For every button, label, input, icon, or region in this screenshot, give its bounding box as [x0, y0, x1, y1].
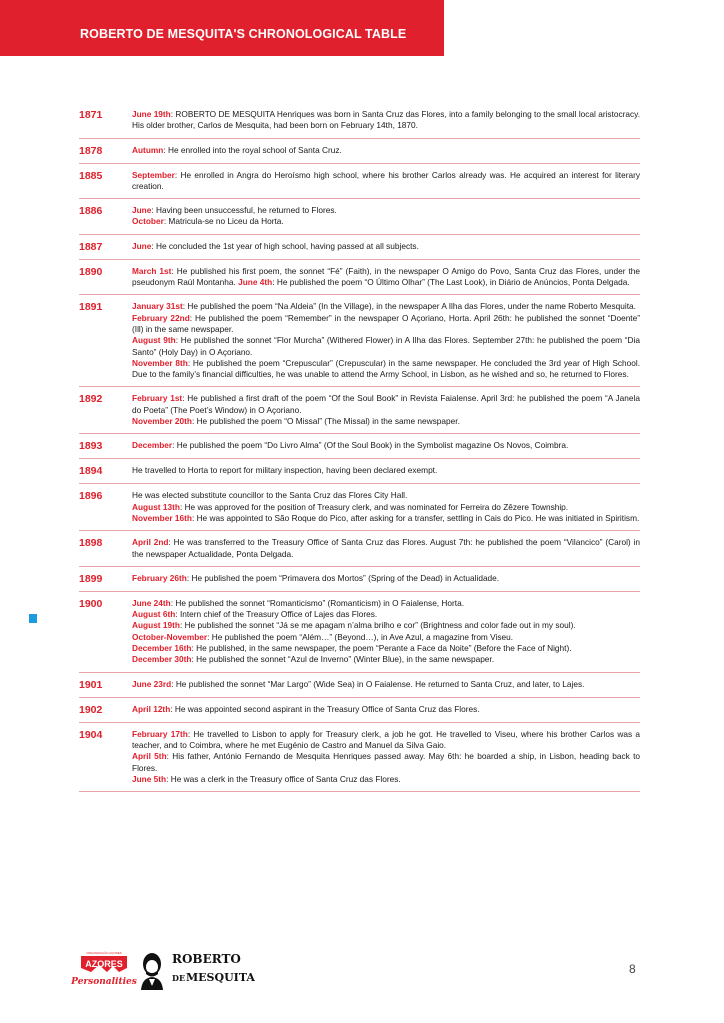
entry-date: November 8th	[132, 357, 188, 368]
chronology-entry	[79, 199, 640, 235]
entry-text	[132, 679, 640, 691]
entry-date: June 19th	[132, 109, 171, 119]
entry-date: June 24th	[132, 597, 171, 608]
entry-text	[132, 145, 640, 157]
entry-paragraph	[132, 416, 640, 427]
entry-description: : He enrolled into the royal school of Santa Cruz.	[163, 144, 342, 155]
entry-date: June 23rd	[132, 678, 172, 689]
entry-date: February 26th	[132, 572, 187, 583]
entry-paragraph	[132, 502, 640, 513]
entry-description: : He published the sonnet “Azul de Inverno” (Winter Blue), in the same newspaper.	[191, 654, 495, 665]
entry-paragraph	[132, 643, 640, 654]
azores-top-label: ORGANIZAÇÃO AÇORES	[86, 951, 122, 955]
entry-paragraph	[132, 301, 640, 312]
entry-description: : He was a clerk in the Treasury office of Santa Cruz das Flores.	[166, 773, 401, 784]
entry-date: February 1st	[132, 393, 183, 404]
entry-description: : ROBERTO DE MESQUITA Henriques was born in Santa Cruz das Flores, into a family belonging to the small local aristocracy. His older brother, Carlos de Mesquita, had been born on February 14th, 1870.	[132, 109, 641, 131]
entry-paragraph	[132, 335, 640, 358]
portrait-icon	[141, 953, 163, 990]
entry-description: : He published the sonnet “Romanticismo” (Romanticism) in O Faialense, Horta.	[170, 597, 465, 608]
entry-date: August 13th	[132, 501, 180, 512]
chronology-entry	[79, 459, 640, 484]
entry-paragraph	[132, 704, 640, 715]
logo-line2-de: DE	[172, 973, 186, 983]
entry-description: : He enrolled in Angra do Heroísmo high school, where his brother Carlos already was. He acquired an interest for literary creation.	[132, 169, 640, 191]
entry-description: : His father, António Fernando de Mesquita Henriques passed away. May 6th: he boarded a ship, in Lisbon, heading back to Flores.	[132, 751, 640, 773]
entry-date: June	[132, 205, 152, 216]
personalities-script: Personalities	[71, 977, 137, 987]
entry-year: 1899	[79, 572, 103, 585]
entry-date: September	[132, 169, 175, 180]
entry-paragraph	[132, 654, 640, 665]
entry-text	[132, 537, 640, 560]
entry-paragraph	[132, 145, 640, 156]
entry-date: December 30th	[132, 654, 192, 665]
entry-description: He was elected substitute councillor to the Santa Cruz das Flores City Hall.	[132, 490, 408, 501]
entry-description: : He published, in the same newspaper, the poem “Perante a Face da Noite” (Before the Face of Night).	[191, 643, 572, 654]
entry-year: 1886	[79, 205, 103, 218]
chronology-entry	[79, 260, 640, 296]
entry-date: April 2nd	[132, 537, 169, 548]
entry-description: : He published a first draft of the poem “Of the Soul Book” in Revista Faialense. April 3rd: he published the poem “A Janela do Poeta” (The Poet’s Window) in O Açoriano.	[132, 393, 640, 415]
roberto-de-mesquita-logo	[138, 946, 268, 992]
entry-paragraph	[132, 241, 640, 252]
entry-date: November 20th	[132, 416, 192, 427]
entry-description: : Having been unsuccessful, he returned to Flores.	[151, 205, 337, 216]
page-title: ROBERTO DE MESQUITA'S CHRONOLOGICAL TABLE	[80, 27, 407, 41]
entry-date: February 17th	[132, 728, 188, 739]
entry-year: 1887	[79, 240, 103, 253]
entry-year: 1871	[79, 109, 103, 121]
chronology-entry	[79, 387, 640, 434]
chronology-entry	[79, 484, 640, 531]
entry-paragraph	[132, 358, 640, 381]
logo-line1: ROBERTO	[172, 952, 241, 966]
entry-description: : He concluded the 1st year of high school, having passed at all subjects.	[151, 240, 419, 251]
chronology-entry	[79, 103, 640, 139]
entry-paragraph	[132, 440, 640, 451]
logo-line2-mesquita: MESQUITA	[186, 971, 255, 984]
entry-date: December 16th	[132, 643, 192, 654]
entry-date: August 19th	[132, 620, 180, 631]
entry-paragraph	[132, 266, 640, 289]
entry-description: He travelled to Horta to report for military inspection, having been declared exempt.	[132, 465, 438, 476]
entry-year: 1885	[79, 169, 103, 182]
chronology-entry	[79, 698, 640, 723]
entry-description: : He was approved for the position of Treasury clerk, and was nominated for Ferreira do Zêzere Township.	[179, 501, 569, 512]
chronology-entry	[79, 164, 640, 200]
entry-text	[132, 573, 640, 585]
entry-description: : He published the poem “Crepuscular” (Crepuscular) in the same newspaper. He concluded the 3rd year of High School. Due to the family’s financial difficulties, he was unable to attend the Army School, in Lisbon, as he wished and so, he returned to Flores.	[132, 357, 640, 380]
entry-date: February 22nd	[132, 312, 190, 323]
entry-description: : He published the poem “O Último Olhar” (The Last Look), in Diário de Anúncios, Ponta Delgada.	[272, 277, 630, 288]
entry-year: 1896	[79, 490, 103, 503]
entry-year: 1904	[79, 728, 103, 741]
entry-paragraph	[132, 751, 640, 774]
entry-date: August 9th	[132, 335, 176, 346]
entry-paragraph	[132, 465, 640, 476]
chronology-entry	[79, 723, 640, 792]
entry-date: October	[132, 216, 164, 227]
entry-year: 1890	[79, 265, 103, 278]
page-number: 8	[629, 962, 636, 976]
entry-date: August 6th	[132, 609, 176, 620]
chronology-entry	[79, 295, 640, 387]
chronology-entry	[79, 567, 640, 592]
chronology-entry	[79, 235, 640, 260]
entry-text	[132, 241, 640, 253]
entry-date: January 31st	[132, 301, 183, 312]
entry-text	[132, 109, 640, 132]
entry-date: Autumn	[132, 144, 164, 155]
entry-date: June 5th	[132, 773, 167, 784]
azores-word: AZORES	[85, 959, 123, 969]
entry-paragraph	[132, 513, 640, 524]
entry-description: : He published the poem “Do Livro Alma” (Of the Soul Book) in the Symbolist magazine Os Novos, Coimbra.	[172, 440, 569, 451]
entry-date: June	[132, 240, 152, 251]
entry-text	[132, 490, 640, 524]
chronology-entry	[79, 434, 640, 459]
entry-paragraph	[132, 490, 640, 501]
azores-personalities-logo	[71, 948, 137, 992]
entry-paragraph	[132, 205, 640, 216]
entry-year: 1893	[79, 440, 103, 453]
entry-year: 1898	[79, 537, 103, 550]
chronology-entry	[79, 592, 640, 673]
entry-paragraph	[132, 537, 640, 560]
entry-paragraph	[132, 729, 640, 752]
entry-paragraph	[132, 679, 640, 690]
entry-text	[132, 440, 640, 452]
entry-description: : He published the poem “Remember” in the newspaper O Açoriano, Horta. April 26th: he published the sonnet “Doente” (Ill) in the same newspaper.	[132, 312, 640, 334]
entry-year: 1891	[79, 301, 103, 314]
entry-text	[132, 729, 640, 785]
entry-date: April 5th	[132, 751, 167, 762]
entry-description: : He published the sonnet “Flor Murcha” (Withered Flower) in A Ilha das Flores. September 27th: he published the poem “Dia Santo” (Holy Day) in O Açoriano.	[132, 335, 640, 357]
entry-text	[132, 170, 640, 193]
entry-text	[132, 205, 640, 228]
entry-paragraph	[132, 609, 640, 620]
entry-year: 1900	[79, 597, 103, 610]
entry-year: 1902	[79, 703, 103, 716]
entry-description: : He was appointed second aspirant in the Treasury Office of Santa Cruz das Flores.	[170, 703, 480, 714]
entry-description: : He was transferred to the Treasury Office of Santa Cruz das Flores. August 7th: he published the poem “Vilancico” (Carol) in the newspaper Actualidade, Ponta Delgada.	[132, 537, 640, 559]
chronology-entry	[79, 531, 640, 567]
entry-description: : He published the poem “Na Aldeia” (In the Village), in the newspaper A Ilha das Flores, under the name Roberto Mesquita.	[182, 301, 636, 312]
entry-text	[132, 465, 640, 477]
entry-description: : He published his first poem, the sonnet “Fé” (Faith), in the newspaper O Amigo do Povo, Santa Cruz das Flores, under the pseudonym Raúl Montanha.	[132, 265, 640, 288]
entry-year: 1894	[79, 465, 103, 478]
entry-paragraph	[132, 313, 640, 336]
entry-description: : Intern chief of the Treasury Office of Lajes das Flores.	[175, 609, 378, 620]
entry-date: March 1st	[132, 265, 172, 276]
entry-paragraph	[132, 109, 640, 132]
entry-paragraph	[132, 620, 640, 631]
entry-description: : He published the sonnet “Mar Largo” (Wide Sea) in O Faialense. He returned to Santa Cruz, and later, to Lajes.	[171, 678, 585, 689]
entry-year: 1892	[79, 393, 103, 406]
side-marker	[29, 614, 37, 623]
entry-paragraph	[132, 774, 640, 785]
entry-description: : He travelled to Lisbon to apply for Treasury clerk, a job he got. He travelled to Viseu, where his brother Carlos was a teacher, and to Coimbra, where he met Eugénio de Castro and Manuel da Silva Gaio.	[132, 728, 640, 750]
entry-text	[132, 266, 640, 289]
entry-text	[132, 704, 640, 716]
entry-date: November 16th	[132, 512, 192, 523]
entry-date: June 4th	[238, 277, 273, 288]
entry-text	[132, 301, 640, 380]
entry-description: : He published the poem “Além…” (Beyond…), in Ave Azul, a magazine from Viseu.	[207, 631, 514, 642]
entry-description: : He published the poem “O Missal” (The Missal) in the same newspaper.	[191, 416, 460, 427]
entry-date: October-November	[132, 631, 208, 642]
entry-date: December	[132, 440, 173, 451]
entry-paragraph	[132, 170, 640, 193]
entry-paragraph	[132, 216, 640, 227]
entry-paragraph	[132, 598, 640, 609]
entry-text	[132, 393, 640, 427]
entry-text	[132, 598, 640, 666]
entry-date: April 12th	[132, 703, 171, 714]
entry-year: 1901	[79, 678, 103, 691]
entry-description: : Matricula-se no Liceu da Horta.	[163, 216, 284, 227]
entry-description: : He published the poem “Primavera dos Mortos” (Spring of the Dead) in Actualidade.	[186, 572, 500, 583]
chronology-entry	[79, 673, 640, 698]
chronology-entry	[79, 139, 640, 164]
entry-paragraph	[132, 573, 640, 584]
entry-paragraph	[132, 393, 640, 416]
entry-description: : He was appointed to São Roque do Pico, after asking for a transfer, settling in Cais do Pico. He was initiated in Spiritism.	[191, 512, 640, 523]
entry-paragraph	[132, 632, 640, 643]
entry-description: : He published the sonnet “Já se me apagam n’alma brilho e cor” (Brightness and color fade out in my soul).	[179, 620, 576, 631]
entry-year: 1878	[79, 144, 103, 157]
chronology-list	[79, 103, 640, 792]
